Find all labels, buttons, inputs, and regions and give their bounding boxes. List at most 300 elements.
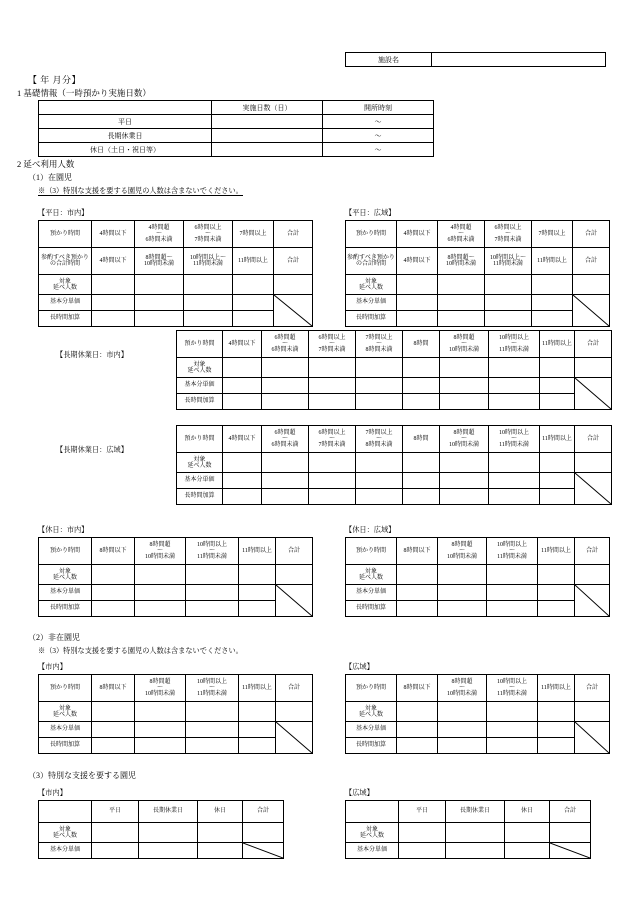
- cell[interactable]: [538, 565, 575, 585]
- cell[interactable]: [262, 358, 309, 378]
- cell[interactable]: [309, 453, 356, 473]
- cell[interactable]: [540, 489, 575, 505]
- cell-diagonal: [575, 378, 612, 410]
- cell[interactable]: [356, 378, 403, 394]
- th2-4: 11時間以上: [233, 248, 274, 275]
- th-3: 6時間以上 ～ 7時間未満: [184, 221, 233, 248]
- th-7: 10時間以上 ～ 11時間未満: [489, 331, 540, 358]
- row-label: 対象 延べ人数: [39, 275, 92, 295]
- cell[interactable]: [92, 295, 135, 311]
- cell[interactable]: [397, 275, 438, 295]
- th-1: 8時間以下: [397, 675, 438, 702]
- th-7: 10時間以上 ～ 11時間未満: [489, 426, 540, 453]
- cell[interactable]: [540, 394, 575, 410]
- cell[interactable]: [135, 565, 186, 585]
- th2-5: 合計: [573, 248, 610, 275]
- th-2: 8時間超 ～ 10時間未満: [438, 538, 487, 565]
- cell[interactable]: [489, 473, 540, 489]
- th-4: 合計: [243, 801, 284, 823]
- cell[interactable]: [538, 702, 575, 722]
- th-9: 合計: [575, 331, 612, 358]
- cell[interactable]: [135, 738, 186, 754]
- cell[interactable]: [139, 843, 198, 859]
- weekday-wide-table: [345, 220, 610, 327]
- cell[interactable]: [135, 702, 186, 722]
- cell[interactable]: [438, 702, 487, 722]
- cell[interactable]: [575, 702, 610, 722]
- cell-time[interactable]: ～: [323, 129, 434, 143]
- th-2: 8時間超 ～ 10時間未満: [135, 675, 186, 702]
- th-3: 休日: [198, 801, 243, 823]
- row-label: 長時間加算: [346, 601, 397, 617]
- th-0: 預かり時間: [346, 675, 397, 702]
- th-5: 合計: [573, 221, 610, 248]
- cell[interactable]: [485, 275, 532, 295]
- cell[interactable]: [440, 378, 489, 394]
- th-1: 8時間以下: [92, 538, 135, 565]
- row-label: 長時間加算: [39, 738, 92, 754]
- cell[interactable]: [532, 275, 573, 295]
- th2-2: 8時間超～ 10時間未満: [135, 248, 184, 275]
- row-label: 長期休業日: [39, 129, 212, 143]
- cell[interactable]: [309, 358, 356, 378]
- th2-3: 10時間以上～ 11時間未満: [485, 248, 532, 275]
- th-5: 合計: [575, 538, 610, 565]
- th2-5: 合計: [274, 248, 313, 275]
- cell[interactable]: [276, 565, 313, 585]
- block-longbreak-wide: [56, 425, 612, 505]
- cell[interactable]: [403, 453, 440, 473]
- cell[interactable]: [198, 823, 243, 843]
- row-label: 対象 延べ人数: [346, 702, 397, 722]
- section-2-2-note: ※（3）特別な支援を要する園児の人数は含まないでください。: [38, 647, 243, 655]
- cell[interactable]: [532, 295, 573, 311]
- section-2-title: 2 延べ利用人数: [17, 159, 75, 169]
- row-label: 対象 延べ人数: [39, 823, 92, 843]
- cell[interactable]: [438, 565, 487, 585]
- cell[interactable]: [538, 722, 575, 738]
- cell[interactable]: [438, 722, 487, 738]
- th-0: 預かり時間: [177, 331, 223, 358]
- th2-3: 10時間以上～ 11時間未満: [184, 248, 233, 275]
- row-label: 基本分単価: [177, 378, 223, 394]
- section-2-1-title: （1）在園児: [28, 173, 72, 182]
- cell[interactable]: [397, 601, 438, 617]
- th-4: 7時間以上: [233, 221, 274, 248]
- th2-0: 参酌すべき預かりの合計時間: [39, 248, 92, 275]
- th-2: 6時間超 ～ 6時間未満: [262, 426, 309, 453]
- block-holiday-city: [38, 525, 313, 617]
- th-2: 8時間超 ～ 10時間未満: [438, 675, 487, 702]
- longbreak-city-table: [176, 330, 612, 410]
- table-row: [39, 143, 434, 157]
- cell[interactable]: [356, 489, 403, 505]
- facility-label: 施設名: [346, 53, 432, 67]
- cell-diagonal: [575, 473, 612, 505]
- th-1: 4時間以下: [223, 426, 262, 453]
- th-2: 6時間超 ～ 6時間未満: [262, 331, 309, 358]
- section-2-3-title: （3）特別な支援を要する園児: [28, 771, 136, 780]
- th-5: 8時間: [403, 331, 440, 358]
- table-row: [39, 129, 434, 143]
- cell[interactable]: [239, 601, 276, 617]
- th-9: 合計: [575, 426, 612, 453]
- cell[interactable]: [135, 601, 186, 617]
- th2-4: 11時間以上: [532, 248, 573, 275]
- section-1-title: 1 基礎情報（一時預かり実施日数）: [17, 88, 151, 98]
- cell[interactable]: [186, 601, 239, 617]
- cell[interactable]: [575, 565, 610, 585]
- block-title: 【市内】: [38, 789, 67, 797]
- table-header-row: [39, 101, 434, 115]
- cell-diagonal: [243, 843, 284, 859]
- cell[interactable]: [276, 702, 313, 722]
- cell[interactable]: [92, 601, 135, 617]
- th-4: 7時間以上 ～ 8時間未満: [356, 331, 403, 358]
- block-title: 【長期休業日：広域】: [56, 446, 128, 454]
- th-2: 長期休業日: [139, 801, 198, 823]
- cell[interactable]: [309, 489, 356, 505]
- th-0: 預かり時間: [346, 221, 397, 248]
- th-2: 4時間超 ～ 6時間未満: [135, 221, 184, 248]
- row-label: 対象 延べ人数: [346, 823, 399, 843]
- cell[interactable]: [223, 378, 262, 394]
- cell[interactable]: [487, 738, 538, 754]
- cell[interactable]: [92, 843, 139, 859]
- row-label: 対象 延べ人数: [177, 453, 223, 473]
- longbreak-wide-table: [176, 425, 612, 505]
- th-4: 7時間以上: [532, 221, 573, 248]
- cell-days[interactable]: [212, 143, 323, 157]
- cell[interactable]: [403, 473, 440, 489]
- cell[interactable]: [403, 358, 440, 378]
- cell[interactable]: [540, 453, 575, 473]
- section-2-1-note: ※（3）特別な支援を要する園児の人数は含まないでください。: [38, 187, 243, 195]
- th-blank: [39, 101, 212, 115]
- cell[interactable]: [184, 311, 233, 327]
- cell[interactable]: [489, 394, 540, 410]
- cell[interactable]: [243, 823, 284, 843]
- row-label: 長時間加算: [346, 738, 397, 754]
- th-1: 平日: [92, 801, 139, 823]
- th-4: 11時間以上: [538, 675, 575, 702]
- row-label: 基本分単価: [177, 473, 223, 489]
- cell[interactable]: [135, 295, 184, 311]
- block-title: 【長期休業日：市内】: [56, 351, 128, 359]
- th-8: 11時間以上: [540, 426, 575, 453]
- row-label: 休日（土日・祝日等）: [39, 143, 212, 157]
- cell-time[interactable]: ～: [323, 143, 434, 157]
- th-2: 長期休業日: [446, 801, 505, 823]
- cell[interactable]: [186, 722, 239, 738]
- cell[interactable]: [135, 311, 184, 327]
- holiday-wide-table: [345, 537, 610, 617]
- cell[interactable]: [92, 585, 135, 601]
- row-label: 対象 延べ人数: [346, 565, 397, 585]
- th-2: 4時間超 ～ 6時間未満: [438, 221, 485, 248]
- cell-days[interactable]: [212, 129, 323, 143]
- block-longbreak-city: [56, 330, 612, 410]
- cell[interactable]: [198, 843, 243, 859]
- cell[interactable]: [440, 394, 489, 410]
- cell-days[interactable]: [212, 115, 323, 129]
- cell[interactable]: [438, 295, 485, 311]
- cell[interactable]: [92, 738, 135, 754]
- cell[interactable]: [135, 722, 186, 738]
- cell[interactable]: [262, 394, 309, 410]
- cell[interactable]: [446, 843, 505, 859]
- th-3: 6時間以上 ～ 7時間未満: [309, 331, 356, 358]
- row-label: 基本分単価: [39, 722, 92, 738]
- cell[interactable]: [309, 473, 356, 489]
- th-6: 8時間超 ～ 10時間未満: [440, 331, 489, 358]
- cell[interactable]: [262, 473, 309, 489]
- cell[interactable]: [239, 738, 276, 754]
- block-special-wide: [345, 788, 591, 859]
- cell[interactable]: [239, 585, 276, 601]
- table-row: [39, 115, 434, 129]
- cell[interactable]: [233, 311, 274, 327]
- th-2: 8時間超 ～ 10時間未満: [135, 538, 186, 565]
- cell[interactable]: [403, 378, 440, 394]
- cell[interactable]: [505, 843, 550, 859]
- cell[interactable]: [309, 378, 356, 394]
- th-0: 預かり時間: [39, 538, 92, 565]
- cell-time[interactable]: ～: [323, 115, 434, 129]
- cell[interactable]: [489, 378, 540, 394]
- cell-diagonal: [276, 585, 313, 617]
- row-label: 基本分単価: [346, 585, 397, 601]
- cell[interactable]: [438, 311, 485, 327]
- cell[interactable]: [440, 473, 489, 489]
- cell[interactable]: [262, 489, 309, 505]
- nonenrolled-wide-table: [345, 674, 610, 754]
- cell[interactable]: [438, 738, 487, 754]
- cell[interactable]: [440, 358, 489, 378]
- cell[interactable]: [487, 565, 538, 585]
- row-label: 対象 延べ人数: [39, 702, 92, 722]
- cell[interactable]: [403, 489, 440, 505]
- cell[interactable]: [356, 358, 403, 378]
- cell[interactable]: [184, 295, 233, 311]
- cell[interactable]: [397, 295, 438, 311]
- block-title: 【広域】: [345, 663, 374, 671]
- row-label: 対象 延べ人数: [346, 275, 397, 295]
- cell[interactable]: [487, 601, 538, 617]
- th-1: 4時間以下: [92, 221, 135, 248]
- cell[interactable]: [403, 394, 440, 410]
- row-label: 対象 延べ人数: [39, 565, 92, 585]
- cell[interactable]: [489, 358, 540, 378]
- th-6: 8時間超 ～ 10時間未満: [440, 426, 489, 453]
- th-3: 10時間以上 ～ 11時間未満: [487, 675, 538, 702]
- block-title: 【休日：広域】: [345, 526, 396, 534]
- row-label: 長時間加算: [39, 601, 92, 617]
- cell[interactable]: [487, 722, 538, 738]
- block-special-city: [38, 788, 284, 859]
- basic-info-table: [38, 100, 430, 157]
- cell[interactable]: [440, 453, 489, 473]
- cell[interactable]: [538, 601, 575, 617]
- th2-1: 4時間以下: [92, 248, 135, 275]
- th-3: 10時間以上 ～ 11時間未満: [186, 675, 239, 702]
- cell[interactable]: [92, 722, 135, 738]
- cell[interactable]: [397, 722, 438, 738]
- cell[interactable]: [356, 473, 403, 489]
- cell[interactable]: [186, 702, 239, 722]
- th-hours: 開所時刻: [323, 101, 434, 115]
- row-label: 基本分単価: [346, 722, 397, 738]
- weekday-city-table: [38, 220, 313, 327]
- row-label: 長時間加算: [177, 489, 223, 505]
- special-city-table: [38, 800, 284, 859]
- block-weekday-city: [38, 208, 313, 327]
- th-1: 平日: [399, 801, 446, 823]
- th-1: 8時間以下: [397, 538, 438, 565]
- cell[interactable]: [440, 489, 489, 505]
- cell[interactable]: [223, 489, 262, 505]
- cell[interactable]: [92, 565, 135, 585]
- block-nonenrolled-wide: [345, 662, 610, 754]
- cell[interactable]: [239, 722, 276, 738]
- row-label: 対象 延べ人数: [177, 358, 223, 378]
- cell-diagonal: [274, 295, 313, 327]
- cell[interactable]: [356, 394, 403, 410]
- cell[interactable]: [538, 585, 575, 601]
- block-title: 【市内】: [38, 663, 67, 671]
- cell[interactable]: [92, 311, 135, 327]
- cell[interactable]: [186, 738, 239, 754]
- section-2-2-title: （2）非在園児: [28, 633, 80, 642]
- cell[interactable]: [573, 275, 610, 295]
- th-3: 6時間以上 ～ 7時間未満: [485, 221, 532, 248]
- cell[interactable]: [489, 489, 540, 505]
- cell[interactable]: [575, 358, 612, 378]
- cell[interactable]: [399, 843, 446, 859]
- cell[interactable]: [397, 702, 438, 722]
- cell[interactable]: [550, 823, 591, 843]
- row-label: 長時間加算: [346, 311, 397, 327]
- cell[interactable]: [92, 823, 139, 843]
- th-1: 8時間以下: [92, 675, 135, 702]
- cell[interactable]: [262, 378, 309, 394]
- row-label: 長時間加算: [39, 311, 92, 327]
- th2-2: 8時間超～ 10時間未満: [438, 248, 485, 275]
- th-3: 休日: [505, 801, 550, 823]
- th-8: 11時間以上: [540, 331, 575, 358]
- cell[interactable]: [92, 275, 135, 295]
- facility-value[interactable]: [432, 53, 606, 67]
- cell-diagonal: [573, 295, 610, 327]
- cell[interactable]: [309, 394, 356, 410]
- cell[interactable]: [540, 378, 575, 394]
- cell[interactable]: [262, 453, 309, 473]
- th-3: 10時間以上 ～ 11時間未満: [186, 538, 239, 565]
- block-title: 【広域】: [345, 789, 374, 797]
- cell[interactable]: [438, 275, 485, 295]
- th-0: [346, 801, 399, 823]
- th-1: 4時間以下: [397, 221, 438, 248]
- th-0: 預かり時間: [39, 221, 92, 248]
- cell[interactable]: [397, 585, 438, 601]
- th-0: [39, 801, 92, 823]
- cell[interactable]: [538, 738, 575, 754]
- th-1: 4時間以下: [223, 331, 262, 358]
- cell[interactable]: [274, 275, 313, 295]
- cell[interactable]: [397, 738, 438, 754]
- row-label: 基本分単価: [39, 843, 92, 859]
- cell[interactable]: [446, 823, 505, 843]
- cell[interactable]: [485, 295, 532, 311]
- cell[interactable]: [223, 358, 262, 378]
- cell[interactable]: [223, 453, 262, 473]
- cell[interactable]: [485, 311, 532, 327]
- cell[interactable]: [397, 311, 438, 327]
- cell-diagonal: [550, 843, 591, 859]
- cell[interactable]: [438, 601, 487, 617]
- th-4: 11時間以上: [538, 538, 575, 565]
- block-holiday-wide: [345, 525, 610, 617]
- cell[interactable]: [223, 394, 262, 410]
- row-label: 平日: [39, 115, 212, 129]
- cell[interactable]: [233, 295, 274, 311]
- cell[interactable]: [505, 823, 550, 843]
- cell[interactable]: [487, 585, 538, 601]
- cell[interactable]: [397, 565, 438, 585]
- cell[interactable]: [135, 585, 186, 601]
- cell[interactable]: [540, 358, 575, 378]
- th-4: 合計: [550, 801, 591, 823]
- th-3: 10時間以上 ～ 11時間未満: [487, 538, 538, 565]
- cell[interactable]: [92, 702, 135, 722]
- cell[interactable]: [186, 565, 239, 585]
- block-nonenrolled-city: [38, 662, 313, 754]
- cell[interactable]: [532, 311, 573, 327]
- cell[interactable]: [186, 585, 239, 601]
- cell[interactable]: [239, 702, 276, 722]
- cell[interactable]: [399, 823, 446, 843]
- th2-1: 4時間以下: [397, 248, 438, 275]
- th-5: 合計: [276, 675, 313, 702]
- cell[interactable]: [487, 702, 538, 722]
- row-label: 基本分単価: [39, 295, 92, 311]
- cell[interactable]: [356, 453, 403, 473]
- cell[interactable]: [239, 565, 276, 585]
- th-0: 預かり時間: [39, 675, 92, 702]
- cell[interactable]: [489, 453, 540, 473]
- block-title: 【休日：市内】: [38, 526, 89, 534]
- cell[interactable]: [184, 275, 233, 295]
- cell[interactable]: [540, 473, 575, 489]
- cell-diagonal: [575, 722, 610, 754]
- th-5: 8時間: [403, 426, 440, 453]
- cell[interactable]: [139, 823, 198, 843]
- cell[interactable]: [223, 473, 262, 489]
- cell[interactable]: [135, 275, 184, 295]
- cell[interactable]: [438, 585, 487, 601]
- block-title: 【平日：市内】: [38, 209, 89, 217]
- th-5: 合計: [274, 221, 313, 248]
- th-days: 実施日数（日）: [212, 101, 323, 115]
- th-5: 合計: [276, 538, 313, 565]
- holiday-city-table: [38, 537, 313, 617]
- th-4: 7時間以上 ～ 8時間未満: [356, 426, 403, 453]
- block-weekday-wide: [345, 208, 610, 327]
- cell[interactable]: [233, 275, 274, 295]
- nonenrolled-city-table: [38, 674, 313, 754]
- cell[interactable]: [575, 453, 612, 473]
- th-0: 預かり時間: [346, 538, 397, 565]
